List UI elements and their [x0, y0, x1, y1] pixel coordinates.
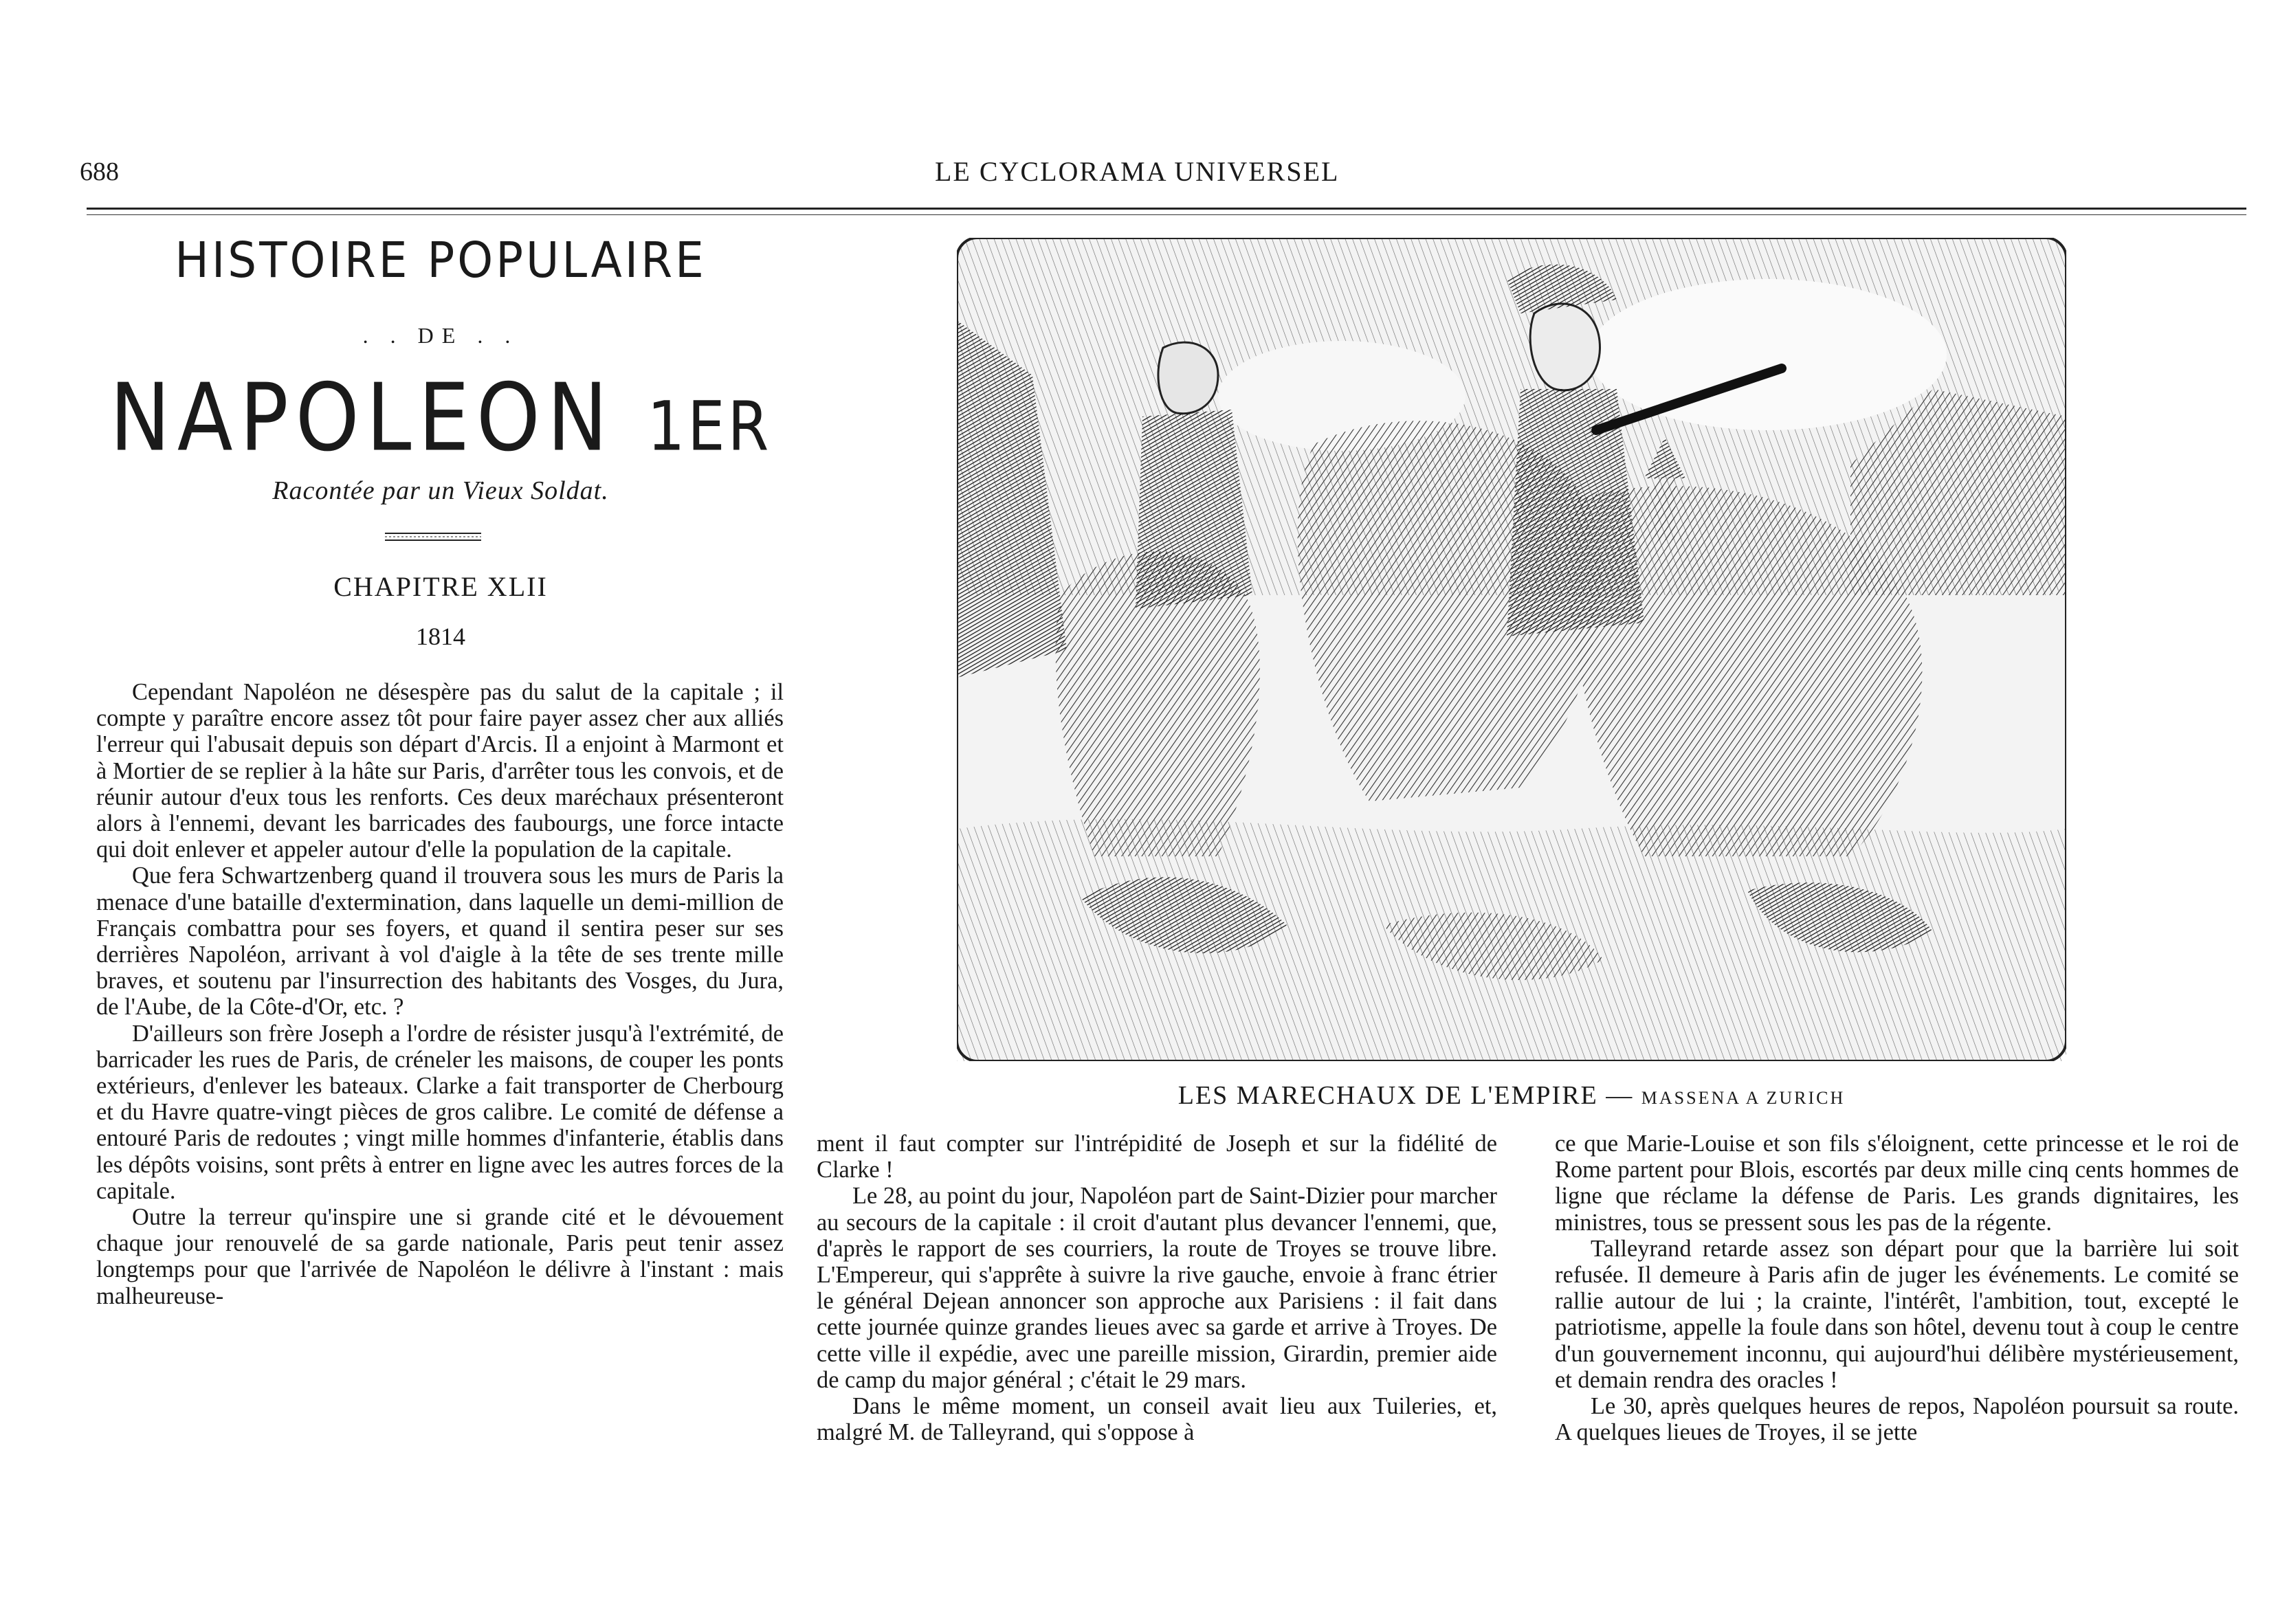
illustration-caption	[957, 1080, 2066, 1111]
paragraph: Cependant Napoléon ne désespère pas du salut de la capitale ; il compte y paraître encore assez tôt pour faire payer assez cher aux alliés l'erreur qui l'abusait depuis son départ d'Arcis. Il a enjoint à Marmont et à Mortier de se replier à la hâte sur Paris, d'arrêter tous les convois, et de réunir autour d'eux tous les renforts. Ces deux maréchaux présenteront alors à l'ennemi, devant les barricades des faubourgs, une force intacte qui doit enlever et appeler autour d'elle la population de la capitale.	[96, 679, 784, 863]
page-number: 688	[80, 157, 119, 186]
paragraph: Outre la terreur qu'inspire une si grande cité et le dévouement chaque jour renouvelé de sa garde nationale, Paris peut tenir assez longtemps pour que l'arrivée de Napoléon le délivre à l'instant : mais malheureuse-	[96, 1204, 784, 1309]
header-rule-top	[87, 208, 2246, 210]
caption-sub: MASSENA A ZURICH	[1641, 1088, 1846, 1108]
paragraph: Le 30, après quelques heures de repos, Napoléon poursuit sa route. A quelques lieues de Troyes, il se jette	[1555, 1393, 2239, 1446]
text-column-1	[96, 679, 784, 1309]
chapter-year: 1814	[416, 623, 465, 650]
paragraph: Talleyrand retarde assez son départ pour que la barrière lui soit refusée. Il demeure à Paris afin de juger les événements. Le comité se rallie autour de lui ; la crainte, l'intérêt, l'ambition, tout, excepté le patriotisme, appelle la foule dans son hôtel, devenu tout à coup le centre d'un gouvernement inconnu, qui aujourd'hui délibère mystérieusement, et demain rendra des oracles !	[1555, 1235, 2239, 1393]
subtitle: Racontée par un Vieux Soldat.	[272, 476, 609, 505]
paragraph: Que fera Schwartzenberg quand il trouvera sous les murs de Paris la menace d'une bataille d'extermination, dans laquelle un demi-million de Français combattra pour ses foyers, et quand il sentira peser sur ses derrières Napoléon, arrivant à vol d'aigle à la tête de ses trente mille braves, et soutenu par l'insurrection des habitants des Vosges, du Jura, de l'Aube, de la Côte-d'Or, etc. ?	[96, 863, 784, 1021]
engraving-illustration	[957, 238, 2066, 1061]
paragraph: Dans le même moment, un conseil avait lieu aux Tuileries, et, malgré M. de Talleyrand, qui s'oppose à	[817, 1393, 1497, 1446]
chapter-heading: CHAPITRE XLII	[333, 571, 548, 602]
ornament-divider	[385, 532, 481, 542]
subject-name	[87, 363, 795, 472]
paragraph: D'ailleurs son frère Joseph a l'ordre de résister jusqu'à l'extrémité, de barricader les rues de Paris, de créneler les maisons, de couper les ponts extérieurs, d'enlever les bateaux. Clarke a fait transporter de Cherbourg et du Havre quatre-vingt pièces de gros calibre. Le comité de défense a entouré Paris de redoutes ; vingt mille hommes d'infanterie, établis dans les dépôts voisins, sont prêts à entrer en ligne avec les autres forces de la capitale.	[96, 1020, 784, 1204]
paragraph: ment il faut compter sur l'intrépidité de Joseph et sur la fidélité de Clarke !	[817, 1131, 1497, 1183]
header-rule-bottom	[87, 214, 2246, 215]
subject-name-text: NAPOLEON	[109, 363, 615, 472]
journal-title: LE CYCLORAMA UNIVERSEL	[935, 156, 1340, 187]
paragraph: Le 28, au point du jour, Napoléon part de Saint-Dizier pour marcher au secours de la capitale : il croit d'autant plus devancer l'ennemi, que, d'après le rapport de ses courriers, la route de Troyes se trouve libre. L'Empereur, qui s'apprête à suivre la rive gauche, envoie à franc étrier le général Dejean annoncer son approche aux Parisiens : il fait dans cette journée quinze grandes lieues avec sa garde et arrive à Troyes. De cette ville il expédie, avec une pareille mission, Girardin, premier aide de camp du major général ; c'était le 29 mars.	[817, 1183, 1497, 1393]
title-connector: . . DE . .	[362, 323, 519, 348]
paragraph: ce que Marie-Louise et son fils s'éloignent, cette princesse et le roi de Rome partent pour Blois, escortés par deux mille cinq cents hommes de ligne que réclame la défense de Paris. Les grands dignitaires, les ministres, tous se pressent sous les pas de la régente.	[1555, 1131, 2239, 1236]
caption-main: LES MARECHAUX DE L'EMPIRE —	[1177, 1081, 1634, 1110]
series-title: HISTOIRE POPULAIRE	[175, 231, 707, 289]
text-column-2	[817, 1131, 1497, 1445]
subject-regnal-suffix: 1ER	[647, 387, 772, 467]
text-column-3	[1555, 1131, 2239, 1445]
